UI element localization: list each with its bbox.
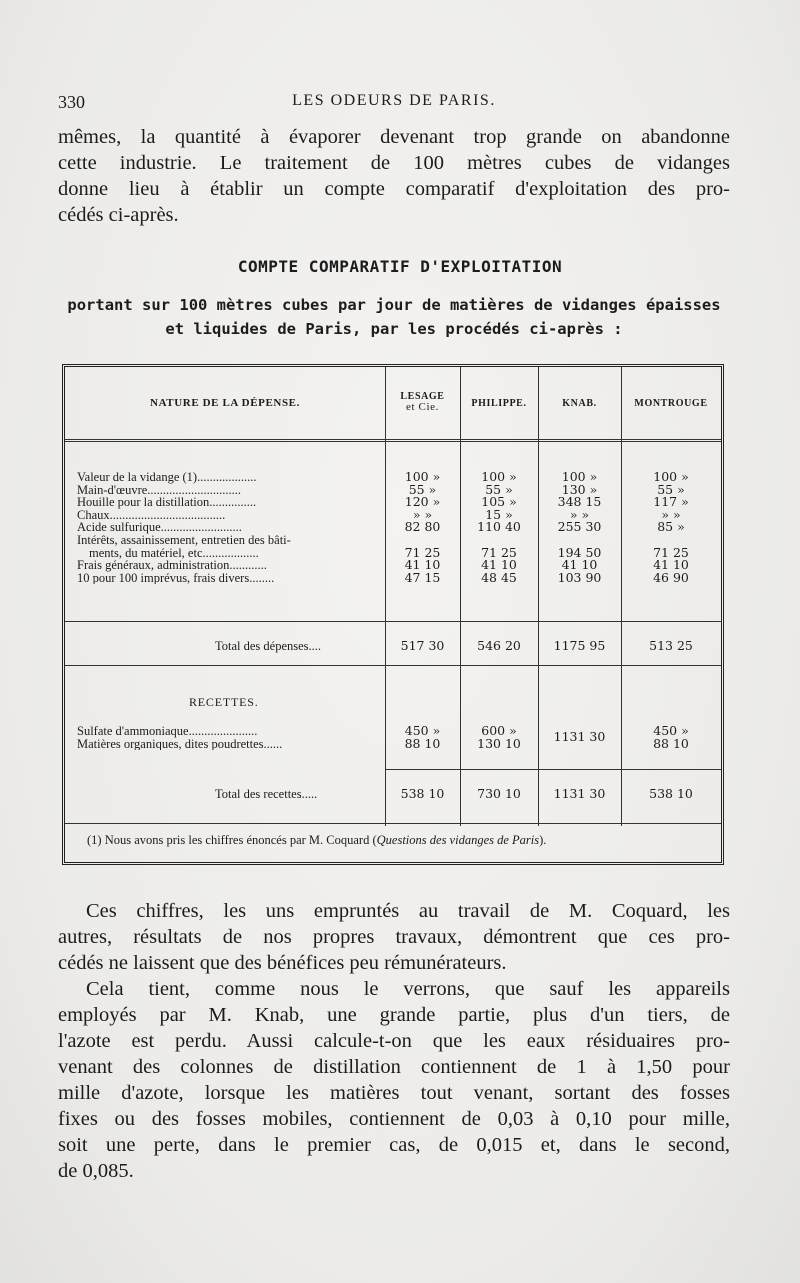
subtitle-line: et liquides de Paris, par les procédés ci-après : <box>165 320 623 338</box>
cell-value: 55 » <box>657 481 685 497</box>
total-income-knab: 1131 30 <box>553 786 606 801</box>
montrouge-values <box>621 471 721 584</box>
total-expenses-knab: 1175 95 <box>553 638 606 653</box>
text-line: cédés ci-après. <box>58 204 179 226</box>
footnote-text: (1) Nous avons pris les chiffres énoncés par M. Coquard ( <box>87 833 377 847</box>
cell-value: » » <box>412 506 433 522</box>
column-rule <box>385 367 386 826</box>
cell-value: 47 15 <box>404 569 441 585</box>
header-lesage-line1: LESAGE <box>400 391 445 402</box>
income-lesage <box>385 725 460 750</box>
cell-value: 55 » <box>485 481 513 497</box>
expense-label: Houille pour la distillation............... <box>77 496 257 509</box>
page-number: 330 <box>58 92 85 112</box>
table-subtitle <box>58 293 730 341</box>
footnote-end: ). <box>539 833 547 847</box>
cell-value: 130 » <box>561 481 598 497</box>
cell-value: 55 » <box>408 481 437 497</box>
page-header <box>58 92 730 116</box>
total-income-lesage: 538 10 <box>400 786 445 801</box>
column-rule <box>538 367 539 826</box>
expense-label: Valeur de la vidange (1)................... <box>77 471 257 484</box>
cell-value: 130 10 <box>477 735 521 751</box>
cell-value: 600 » <box>481 723 517 738</box>
table-footnote <box>87 833 546 848</box>
header-montrouge: MONTROUGE <box>634 398 708 409</box>
cell-value: 117 » <box>653 494 689 510</box>
knab-values <box>538 471 621 584</box>
lesage-values <box>385 471 460 584</box>
income-label: Sulfate d'ammoniaque...................... <box>77 725 258 738</box>
total-expenses-montrouge: 513 25 <box>649 638 693 653</box>
cell-value: 450 » <box>404 723 441 738</box>
total-expenses-lesage: 517 30 <box>400 638 445 653</box>
cell-value: 103 90 <box>557 569 602 585</box>
intro-paragraph <box>58 124 730 228</box>
cell-value: 88 10 <box>653 735 689 751</box>
text-line: Cela tient, comme nous le verrons, que sauf les appareils <box>86 978 730 1000</box>
header-philippe: PHILIPPE. <box>471 398 527 409</box>
footnote-source-title: Questions des vidanges de Paris <box>376 833 540 847</box>
column-rule <box>621 367 622 826</box>
text-line: venant des colonnes de distillation contiennent de 1 à 1,50 pour <box>58 1056 730 1078</box>
cell-value: 41 10 <box>561 557 598 573</box>
expense-label: Frais généraux, administration............ <box>77 559 267 572</box>
expense-label: ments, du matériel, etc.................. <box>89 546 259 560</box>
text-line: mille d'azote, lorsque les matières tout venant, sortant des fosses <box>58 1082 730 1104</box>
text-line: employés par M. Knab, une grande partie, plus d'un tiers, de <box>58 1004 730 1026</box>
footnote-rule <box>65 823 721 824</box>
cell-value: 41 10 <box>653 557 689 573</box>
cell-value: » » <box>661 506 681 522</box>
cell-value: 100 » <box>653 469 689 484</box>
cell-value: 100 » <box>561 469 598 484</box>
cell-value: 100 » <box>481 469 517 484</box>
header-rule <box>65 439 721 442</box>
expense-label: 10 pour 100 imprévus, frais divers........ <box>77 571 275 585</box>
column-rule <box>460 367 461 826</box>
header-nature: NATURE DE LA DÉPENSE. <box>150 397 300 409</box>
total-income-label: Total des recettes..... <box>215 787 318 801</box>
income-montrouge <box>621 725 721 750</box>
expense-label: Main-d'œuvre.............................. <box>77 483 242 497</box>
conclusion-paragraph <box>58 898 730 1184</box>
text-line: fixes ou des fosses mobiles, contiennent de 0,03 à 0,10 pour mille, <box>58 1108 730 1130</box>
cell-value: 71 25 <box>653 544 689 560</box>
text-line: Ces chiffres, les uns empruntés au travail de M. Coquard, les <box>86 900 730 922</box>
cell-value: 348 15 <box>557 494 602 510</box>
cell-value: 71 25 <box>481 544 517 560</box>
cell-value: 255 30 <box>557 519 602 535</box>
text-line: autres, résultats de nos propres travaux, démontrent que ces pro- <box>58 926 730 948</box>
total-expenses-philippe: 546 20 <box>477 638 521 653</box>
subtotal-rule <box>385 769 721 770</box>
income-knab: 1131 30 <box>553 729 606 744</box>
recettes-heading: RECETTES. <box>189 695 259 709</box>
cell-value: 46 90 <box>653 569 689 585</box>
cell-value: 71 25 <box>404 544 441 560</box>
running-title: LES ODEURS DE PARIS. <box>292 92 496 109</box>
text-line: mêmes, la quantité à évaporer devenant trop grande on abandonne <box>58 126 730 148</box>
text-line: cette industrie. Le traitement de 100 mètres cubes de vidanges <box>58 152 730 174</box>
cell-value: » » <box>569 506 590 522</box>
cell-value: 15 » <box>485 506 513 522</box>
header-knab: KNAB. <box>562 398 597 409</box>
header-lesage-line2: et Cie. <box>406 401 439 413</box>
income-philippe <box>460 725 538 750</box>
cell-value: 105 » <box>481 494 517 510</box>
text-line: de 0,085. <box>58 1160 134 1182</box>
cell-value: 100 » <box>404 469 441 484</box>
expense-label: Chaux..................................... <box>77 508 226 522</box>
text-line: donne lieu à établir un compte comparatif d'exploitation des pro- <box>58 178 730 200</box>
cell-value: 88 10 <box>404 735 441 751</box>
cell-value: 110 40 <box>477 519 521 535</box>
header-lesage <box>385 391 460 413</box>
expense-label: Intérêts, assainissement, entretien des bâti- <box>77 533 291 547</box>
subtitle-line: portant sur 100 mètres cubes par jour de matières de vidanges épaisses <box>67 296 721 314</box>
section-rule <box>65 665 721 666</box>
philippe-values <box>460 471 538 584</box>
cell-value: 450 » <box>653 723 689 738</box>
cell-value: 194 50 <box>557 544 602 560</box>
comparison-table <box>62 364 724 865</box>
section-title: COMPTE COMPARATIF D'EXPLOITATION <box>237 257 563 276</box>
total-expenses-label: Total des dépenses.... <box>215 639 322 653</box>
text-line: soit une perte, dans le premier cas, de 0,015 et, dans le second, <box>58 1134 730 1156</box>
total-income-philippe: 730 10 <box>477 786 521 801</box>
income-label: Matières organiques, dites poudrettes...... <box>77 737 283 751</box>
income-labels <box>77 725 385 750</box>
cell-value: 85 » <box>657 519 685 535</box>
section-rule <box>65 621 721 622</box>
total-income-montrouge: 538 10 <box>649 786 693 801</box>
cell-value: 82 80 <box>404 519 441 535</box>
cell-value: 120 » <box>404 494 441 510</box>
expense-labels <box>77 471 385 584</box>
cell-value: 48 45 <box>481 569 517 585</box>
expense-label: Acide sulfurique.......................... <box>77 521 242 534</box>
cell-value: 41 10 <box>481 557 517 573</box>
text-line: cédés ne laissent que des bénéfices peu rémunérateurs. <box>58 952 507 974</box>
cell-value: 41 10 <box>404 557 441 573</box>
text-line: l'azote est perdu. Aussi calcule-t-on que les eaux résiduaires pro- <box>58 1030 730 1052</box>
